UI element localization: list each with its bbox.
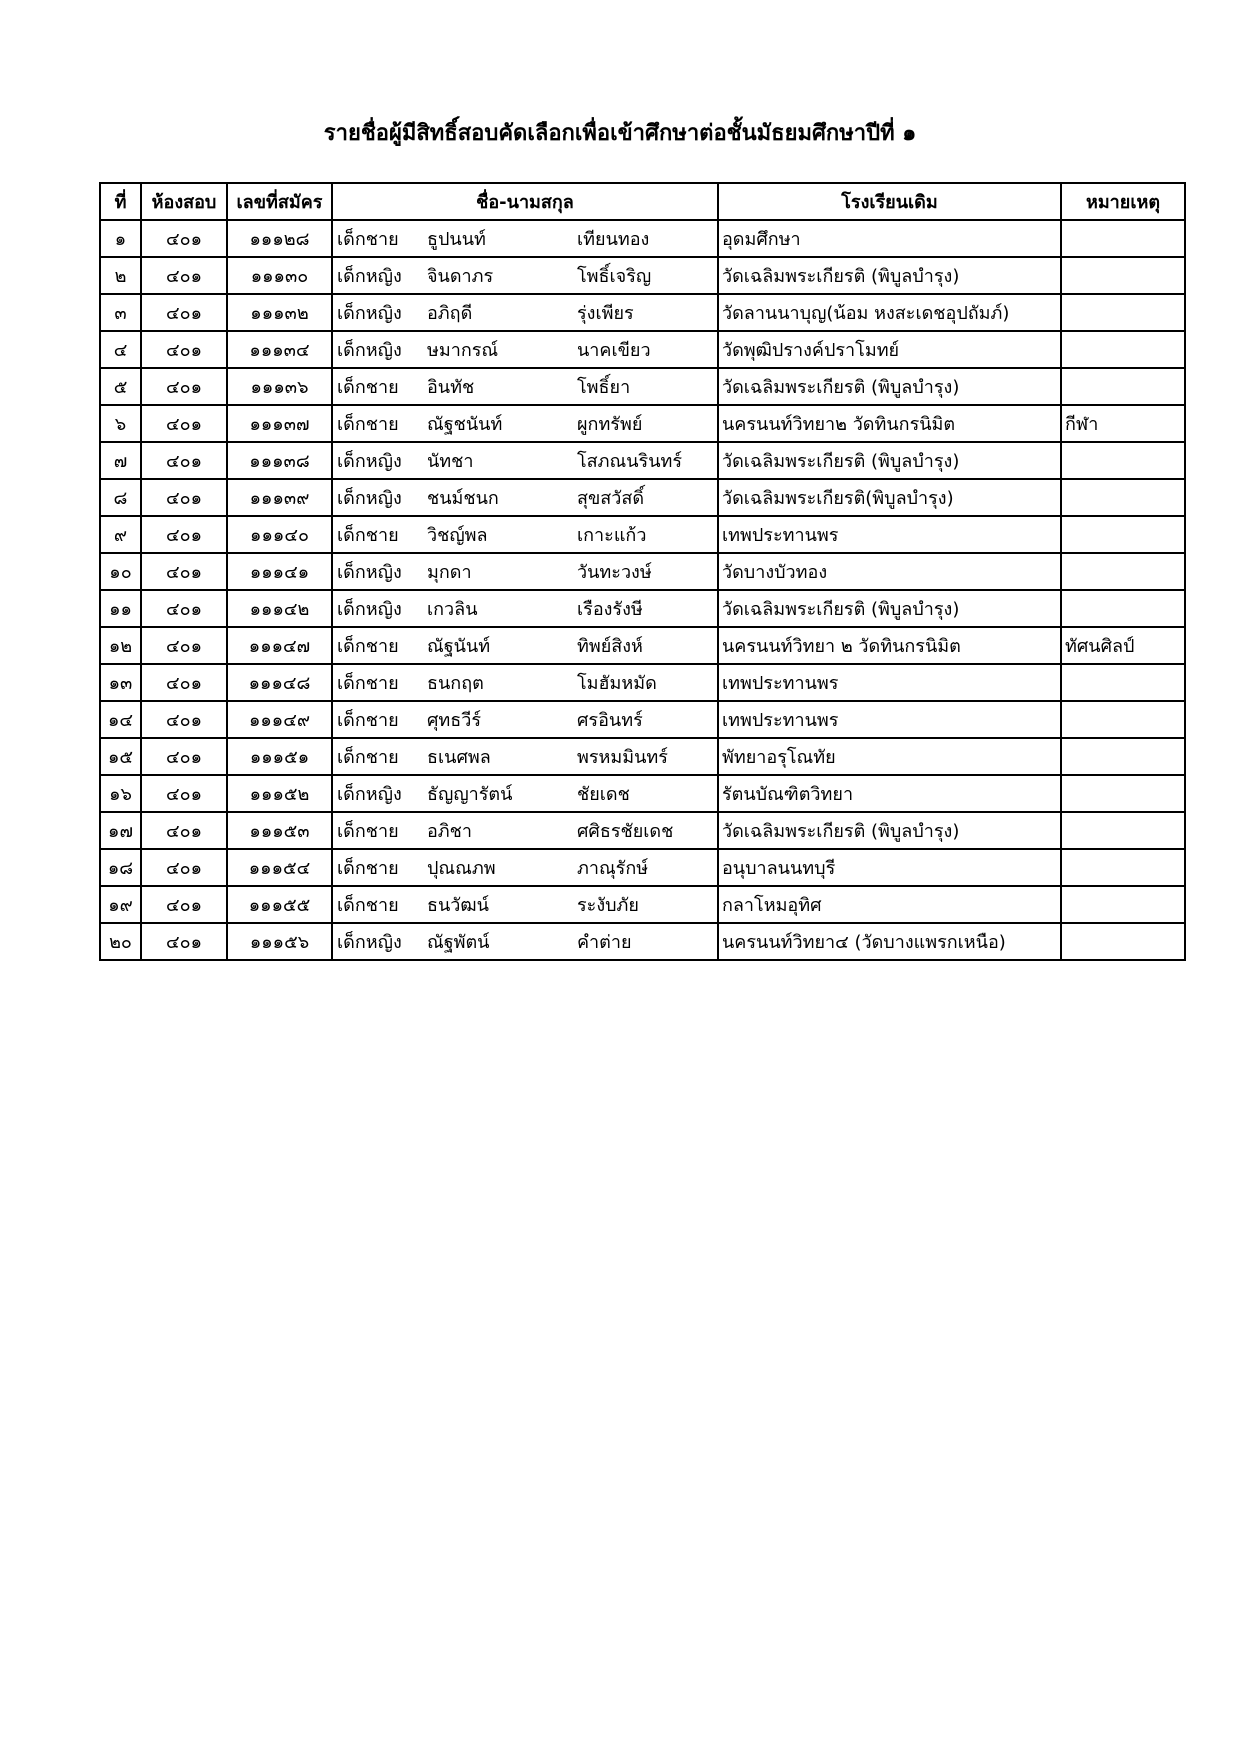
last-name: สุขสวัสดิ์ — [577, 488, 645, 509]
previous-school: วัดเฉลิมพระเกียรติ (พิบูลบำรุง) — [718, 812, 1061, 849]
name-prefix: เด็กชาย — [337, 525, 399, 546]
last-name: โพธิ์ยา — [577, 377, 631, 398]
student-name-cell — [332, 479, 718, 516]
previous-school: วัดลานนาบุญ(น้อม หงสะเดชอุปถัมภ์) — [718, 294, 1061, 331]
row-number: ๒ — [100, 257, 141, 294]
name-prefix: เด็กชาย — [337, 858, 399, 879]
application-number: ๑๑๑๓๒ — [227, 294, 332, 331]
remark: กีฬา — [1061, 405, 1185, 442]
application-number: ๑๑๑๓๐ — [227, 257, 332, 294]
exam-room: ๔๐๑ — [141, 775, 227, 812]
remark — [1061, 479, 1185, 516]
student-name-cell — [332, 368, 718, 405]
exam-room: ๔๐๑ — [141, 294, 227, 331]
header-no: ที่ — [100, 183, 141, 220]
remark — [1061, 368, 1185, 405]
table-row — [100, 775, 1185, 812]
name-prefix: เด็กชาย — [337, 229, 399, 250]
table-row — [100, 664, 1185, 701]
application-number: ๑๑๑๕๓ — [227, 812, 332, 849]
application-number: ๑๑๑๕๔ — [227, 849, 332, 886]
table-row — [100, 294, 1185, 331]
table-row — [100, 479, 1185, 516]
exam-room: ๔๐๑ — [141, 442, 227, 479]
row-number: ๑๑ — [100, 590, 141, 627]
name-prefix: เด็กหญิง — [337, 266, 402, 287]
table-row — [100, 220, 1185, 257]
previous-school: อุดมศึกษา — [718, 220, 1061, 257]
last-name: ศรอินทร์ — [577, 710, 643, 731]
name-prefix: เด็กหญิง — [337, 451, 402, 472]
row-number: ๑๓ — [100, 664, 141, 701]
application-number: ๑๑๑๕๑ — [227, 738, 332, 775]
first-name: อินทัช — [427, 377, 475, 398]
previous-school: วัดเฉลิมพระเกียรติ (พิบูลบำรุง) — [718, 257, 1061, 294]
last-name: เทียนทอง — [577, 229, 650, 250]
previous-school: อนุบาลนนทบุรี — [718, 849, 1061, 886]
previous-school: วัดเฉลิมพระเกียรติ (พิบูลบำรุง) — [718, 442, 1061, 479]
last-name: โสภณนรินทร์ — [577, 451, 683, 472]
row-number: ๑๙ — [100, 886, 141, 923]
row-number: ๔ — [100, 331, 141, 368]
application-number: ๑๑๑๔๘ — [227, 664, 332, 701]
application-number: ๑๑๑๔๙ — [227, 701, 332, 738]
application-number: ๑๑๑๓๗ — [227, 405, 332, 442]
previous-school: วัดบางบัวทอง — [718, 553, 1061, 590]
row-number: ๗ — [100, 442, 141, 479]
last-name: เรืองรังษี — [577, 599, 643, 620]
table-row — [100, 849, 1185, 886]
last-name: ภาณุรักษ์ — [577, 858, 649, 879]
table-row — [100, 516, 1185, 553]
last-name: ผูกทรัพย์ — [577, 414, 643, 435]
last-name: พรหมมินทร์ — [577, 747, 668, 768]
row-number: ๒๐ — [100, 923, 141, 960]
first-name: วิชญ์พล — [427, 525, 488, 546]
last-name: โพธิ์เจริญ — [577, 266, 652, 287]
candidate-table — [99, 182, 1186, 961]
remark — [1061, 294, 1185, 331]
exam-room: ๔๐๑ — [141, 627, 227, 664]
first-name: ศุทธวีร์ — [427, 710, 482, 731]
table-row — [100, 442, 1185, 479]
row-number: ๙ — [100, 516, 141, 553]
document-title: รายชื่อผู้มีสิทธิ์สอบคัดเลือกเพื่อเข้าศึกษาต่อชั้นมัธยมศึกษาปีที่ ๑ — [323, 121, 917, 146]
first-name: ธูปนนท์ — [427, 229, 486, 250]
exam-room: ๔๐๑ — [141, 368, 227, 405]
name-prefix: เด็กหญิง — [337, 932, 402, 953]
first-name: ชนม์ชนก — [427, 488, 499, 509]
first-name: มุกดา — [427, 562, 472, 583]
exam-room: ๔๐๑ — [141, 923, 227, 960]
last-name: วันทะวงษ์ — [577, 562, 652, 583]
student-name-cell — [332, 516, 718, 553]
name-prefix: เด็กหญิง — [337, 784, 402, 805]
first-name: อภิชา — [427, 821, 472, 842]
application-number: ๑๑๑๒๘ — [227, 220, 332, 257]
table-body — [100, 220, 1185, 960]
first-name: นัทชา — [427, 451, 474, 472]
first-name: ษมากรณ์ — [427, 340, 499, 361]
student-name-cell — [332, 923, 718, 960]
table-row — [100, 257, 1185, 294]
previous-school: วัดพุฒิปรางค์ปราโมทย์ — [718, 331, 1061, 368]
exam-room: ๔๐๑ — [141, 516, 227, 553]
row-number: ๑๘ — [100, 849, 141, 886]
name-prefix: เด็กชาย — [337, 673, 399, 694]
last-name: ระงับภัย — [577, 895, 639, 916]
previous-school: วัดเฉลิมพระเกียรติ(พิบูลบำรุง) — [718, 479, 1061, 516]
application-number: ๑๑๑๓๔ — [227, 331, 332, 368]
remark — [1061, 257, 1185, 294]
application-number: ๑๑๑๕๕ — [227, 886, 332, 923]
table-row — [100, 886, 1185, 923]
student-name-cell — [332, 590, 718, 627]
first-name: จินดาภร — [427, 266, 494, 287]
student-name-cell — [332, 627, 718, 664]
table-row — [100, 331, 1185, 368]
header-school: โรงเรียนเดิม — [718, 183, 1061, 220]
name-prefix: เด็กชาย — [337, 636, 399, 657]
name-prefix: เด็กชาย — [337, 710, 399, 731]
table-row — [100, 627, 1185, 664]
exam-room: ๔๐๑ — [141, 812, 227, 849]
table-row — [100, 368, 1185, 405]
previous-school: เทพประทานพร — [718, 701, 1061, 738]
last-name: คำต่าย — [577, 932, 632, 953]
remark: ทัศนศิลป์ — [1061, 627, 1185, 664]
row-number: ๕ — [100, 368, 141, 405]
row-number: ๓ — [100, 294, 141, 331]
first-name: ธเนศพล — [427, 747, 491, 768]
student-name-cell — [332, 701, 718, 738]
row-number: ๑๐ — [100, 553, 141, 590]
exam-room: ๔๐๑ — [141, 886, 227, 923]
first-name: ณัฐนันท์ — [427, 636, 491, 657]
first-name: ธนวัฒน์ — [427, 895, 489, 916]
name-prefix: เด็กหญิง — [337, 562, 402, 583]
first-name: ปุณณภพ — [427, 858, 496, 879]
row-number: ๖ — [100, 405, 141, 442]
name-prefix: เด็กชาย — [337, 377, 399, 398]
remark — [1061, 590, 1185, 627]
student-name-cell — [332, 257, 718, 294]
exam-room: ๔๐๑ — [141, 331, 227, 368]
student-name-cell — [332, 220, 718, 257]
last-name: รุ่งเพียร — [577, 303, 634, 324]
student-name-cell — [332, 405, 718, 442]
previous-school: กลาโหมอุทิศ — [718, 886, 1061, 923]
previous-school: นครนนท์วิทยา๔ (วัดบางแพรกเหนือ) — [718, 923, 1061, 960]
name-prefix: เด็กชาย — [337, 895, 399, 916]
student-name-cell — [332, 849, 718, 886]
exam-room: ๔๐๑ — [141, 220, 227, 257]
row-number: ๑ — [100, 220, 141, 257]
application-number: ๑๑๑๓๙ — [227, 479, 332, 516]
application-number: ๑๑๑๔๗ — [227, 627, 332, 664]
first-name: ณัฐชนันท์ — [427, 414, 503, 435]
remark — [1061, 886, 1185, 923]
header-room: ห้องสอบ — [141, 183, 227, 220]
last-name: ทิพย์สิงห์ — [577, 636, 643, 657]
table-header-row — [100, 183, 1185, 220]
row-number: ๑๕ — [100, 738, 141, 775]
first-name: เกวลิน — [427, 599, 478, 620]
remark — [1061, 331, 1185, 368]
first-name: ณัฐพัตน์ — [427, 932, 490, 953]
table-row — [100, 812, 1185, 849]
remark — [1061, 812, 1185, 849]
last-name: ชัยเดช — [577, 784, 630, 805]
previous-school: นครนนท์วิทยา๒ วัดทินกรนิมิต — [718, 405, 1061, 442]
last-name: นาคเขียว — [577, 340, 651, 361]
row-number: ๑๔ — [100, 701, 141, 738]
remark — [1061, 923, 1185, 960]
previous-school: นครนนท์วิทยา ๒ วัดทินกรนิมิต — [718, 627, 1061, 664]
name-prefix: เด็กหญิง — [337, 599, 402, 620]
table-row — [100, 553, 1185, 590]
remark — [1061, 516, 1185, 553]
exam-room: ๔๐๑ — [141, 553, 227, 590]
remark — [1061, 220, 1185, 257]
application-number: ๑๑๑๕๖ — [227, 923, 332, 960]
previous-school: เทพประทานพร — [718, 664, 1061, 701]
table-row — [100, 590, 1185, 627]
exam-room: ๔๐๑ — [141, 849, 227, 886]
student-name-cell — [332, 886, 718, 923]
remark — [1061, 849, 1185, 886]
application-number: ๑๑๑๕๒ — [227, 775, 332, 812]
application-number: ๑๑๑๔๐ — [227, 516, 332, 553]
student-name-cell — [332, 331, 718, 368]
student-name-cell — [332, 442, 718, 479]
previous-school: พัทยาอรุโณทัย — [718, 738, 1061, 775]
table-row — [100, 923, 1185, 960]
previous-school: เทพประทานพร — [718, 516, 1061, 553]
remark — [1061, 701, 1185, 738]
student-name-cell — [332, 294, 718, 331]
remark — [1061, 775, 1185, 812]
exam-room: ๔๐๑ — [141, 664, 227, 701]
name-prefix: เด็กหญิง — [337, 340, 402, 361]
header-note: หมายเหตุ — [1061, 183, 1185, 220]
name-prefix: เด็กชาย — [337, 821, 399, 842]
exam-room: ๔๐๑ — [141, 738, 227, 775]
remark — [1061, 553, 1185, 590]
last-name: โมฮัมหมัด — [577, 673, 657, 694]
row-number: ๑๗ — [100, 812, 141, 849]
application-number: ๑๑๑๔๒ — [227, 590, 332, 627]
remark — [1061, 664, 1185, 701]
remark — [1061, 442, 1185, 479]
previous-school: วัดเฉลิมพระเกียรติ (พิบูลบำรุง) — [718, 368, 1061, 405]
exam-room: ๔๐๑ — [141, 405, 227, 442]
name-prefix: เด็กหญิง — [337, 488, 402, 509]
application-number: ๑๑๑๓๘ — [227, 442, 332, 479]
row-number: ๘ — [100, 479, 141, 516]
exam-room: ๔๐๑ — [141, 257, 227, 294]
student-name-cell — [332, 812, 718, 849]
header-name: ชื่อ-นามสกุล — [332, 183, 718, 220]
row-number: ๑๖ — [100, 775, 141, 812]
student-name-cell — [332, 738, 718, 775]
student-name-cell — [332, 775, 718, 812]
student-name-cell — [332, 553, 718, 590]
previous-school: วัดเฉลิมพระเกียรติ (พิบูลบำรุง) — [718, 590, 1061, 627]
table-row — [100, 701, 1185, 738]
last-name: ศศิธรชัยเดช — [577, 821, 674, 842]
header-app-no: เลขที่สมัคร — [227, 183, 332, 220]
first-name: ธนกฤต — [427, 673, 484, 694]
remark — [1061, 738, 1185, 775]
name-prefix: เด็กชาย — [337, 747, 399, 768]
last-name: เกาะแก้ว — [577, 525, 647, 546]
exam-room: ๔๐๑ — [141, 701, 227, 738]
name-prefix: เด็กชาย — [337, 414, 399, 435]
application-number: ๑๑๑๔๑ — [227, 553, 332, 590]
row-number: ๑๒ — [100, 627, 141, 664]
exam-room: ๔๐๑ — [141, 590, 227, 627]
table-row — [100, 738, 1185, 775]
first-name: ธัญญารัตน์ — [427, 784, 513, 805]
exam-room: ๔๐๑ — [141, 479, 227, 516]
previous-school: รัตนบัณฑิตวิทยา — [718, 775, 1061, 812]
name-prefix: เด็กหญิง — [337, 303, 402, 324]
table-row — [100, 405, 1185, 442]
first-name: อภิฤดี — [427, 303, 473, 324]
application-number: ๑๑๑๓๖ — [227, 368, 332, 405]
student-name-cell — [332, 664, 718, 701]
